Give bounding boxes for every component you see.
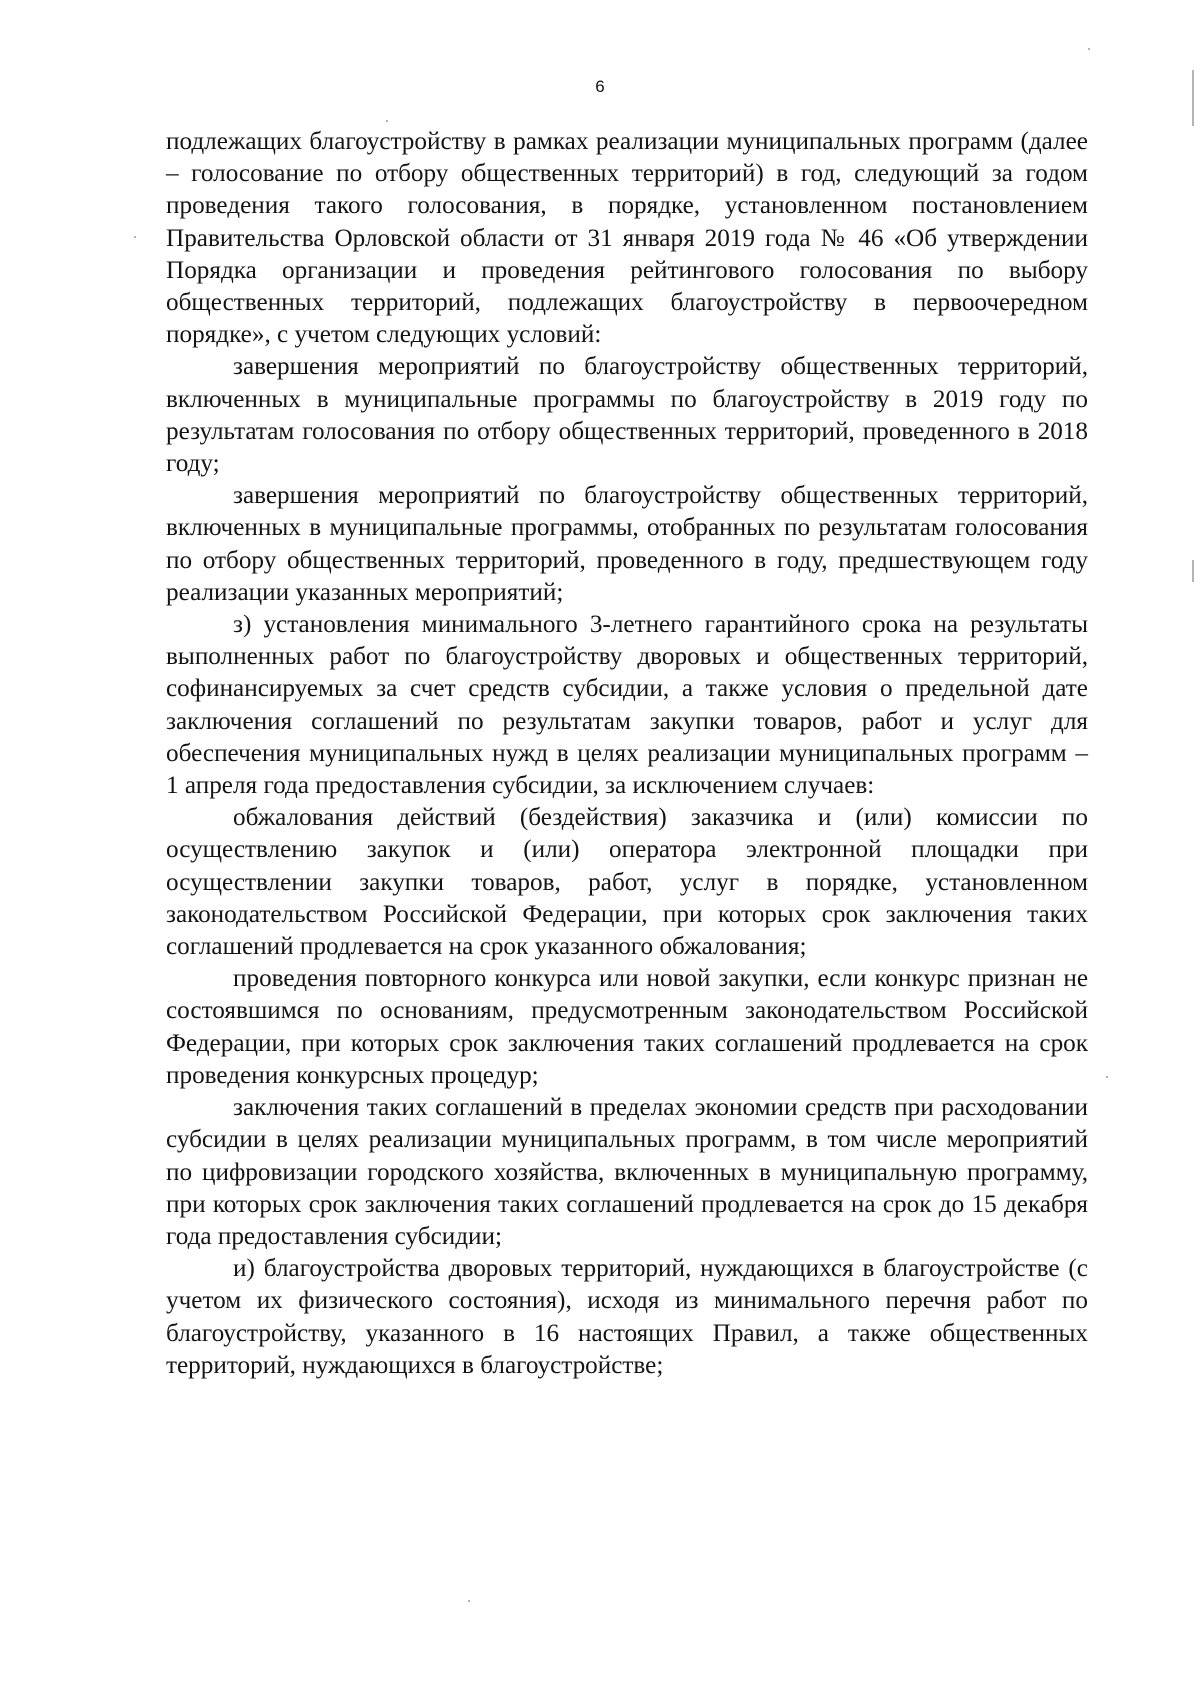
document-body xyxy=(166,126,1088,1382)
scan-speck xyxy=(1106,1076,1108,1078)
paragraph-appeal-exception: обжалования действий (бездействия) заказчика и (или) комиссии по осуществлению закупок и (или) оператора электронной площадки при осуществлении закупки товаров, работ, услуг в порядке, установленном законодательством Российской Федерации, при которых срок заключения таких соглашений продлевается на срок указанного обжалования; xyxy=(166,804,1088,961)
paragraph-completion-prior-year: завершения мероприятий по благоустройству общественных территорий, включенных в муниципальные программы, отобранных по результатам голосования по отбору общественных территорий, проведенного в году, предшествующем году реализации указанных мероприятий; xyxy=(166,482,1088,606)
paragraph-completion-2019: завершения мероприятий по благоустройству общественных территорий, включенных в муниципальные программы по благоустройству в 2019 году по результатам голосования по отбору общественных территорий, проведенного в 2018 году; xyxy=(166,353,1088,478)
paragraph-item-z-warranty: з) установления минимального 3-летнего гарантийного срока на результаты выполненных работ по благоустройству дворовых и общественных территорий, софинансируемых за счет средств субсидии, а также условия о предельной дате заключения соглашений по результатам закупки товаров, работ и услуг для обеспечения муниципальных нужд в целях реализации муниципальных программ – 1 апреля года предоставления субсидии, за исключением случаев: xyxy=(166,611,1088,800)
scan-speck xyxy=(134,236,136,238)
scan-speck xyxy=(1088,48,1090,50)
paragraph-repeat-tender-exception: проведения повторного конкурса или новой закупки, если конкурс признан не состоявшимся по основаниям, предусмотренным законодательством Российской Федерации, при которых срок заключения таких соглашений продлевается на срок проведения конкурсных процедур; xyxy=(166,965,1088,1089)
scan-edge-mark xyxy=(1192,560,1194,582)
paragraph-savings-exception: заключения таких соглашений в пределах экономии средств при расходовании субсидии в целях реализации муниципальных программ, в том числе мероприятий по цифровизации городского хозяйства, включенных в муниципальную программу, при которых срок заключения таких соглашений продлевается на срок до 15 декабря года предоставления субсидии; xyxy=(166,1094,1088,1250)
page-number: 6 xyxy=(595,77,605,96)
paragraph-continuation: подлежащих благоустройству в рамках реализации муниципальных программ (далее – голосование по отбору общественных территорий) в год, следующий за годом проведения такого голосования, в порядке, установленном постановлением Правительства Орловской области от 31 января 2019 года № 46 «Об утверждении Порядка организации и проведения рейтингового голосования по выбору общественных территорий, подлежащих благоустройству в первоочередном порядке», с учетом следующих условий: xyxy=(166,128,1088,349)
scan-edge-mark xyxy=(1192,70,1194,126)
scan-speck xyxy=(468,1600,470,1602)
scan-speck xyxy=(386,120,388,122)
paragraph-item-i-courtyards: и) благоустройства дворовых территорий, нуждающихся в благоустройстве (с учетом их физического состояния), исходя из минимального перечня работ по благоустройству, указанного в 16 настоящих Правил, а также общественных территорий, нуждающихся в благоустройстве; xyxy=(166,1255,1088,1379)
